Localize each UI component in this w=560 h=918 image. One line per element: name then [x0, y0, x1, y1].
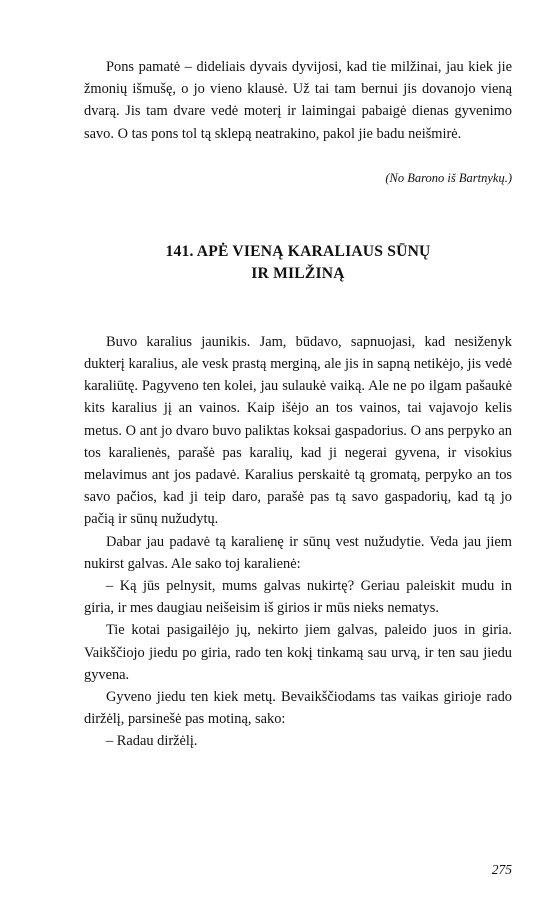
- story-paragraph: Buvo karalius jaunikis. Jam, būdavo, sapnuojasi, kad nesiženyk dukterį karalius, ale vesk prastą merginą, ale jis in sapną netikėjo, jis vedė karaliūtę. Pagyveno ten kolei, jau sulaukė vaiką. Ale ne po ilgam pašaukė kits karalius jį an vainos. Kaip išėjo an tos vainos, tai vajavojo kelis metus. O ant jo dvaro buvo paliktas koksai gaspadorius. O ans perpyko an tos karalienės, parašė pas karalių, kad ji negerai gyvena, ir visokius melavimus ant jos padavė. Karalius perskaitė tą gromatą, perpyko an tos savo pačios, kad ji teip daro, parašė pas tą savo gaspadorių, kad tą jo pačią ir sūnų nužudytų.: [84, 333, 512, 528]
- story-heading: [84, 241, 512, 285]
- story-heading-line-2: IR MILŽINĄ: [251, 264, 345, 282]
- story-paragraph: – Radau diržėlį.: [106, 733, 198, 750]
- story-body: [84, 331, 512, 753]
- story-paragraph: Tie kotai pasigailėjo jų, nekirto jiem galvas, paleido juos in giria. Vaikščiojo jiedu po giria, rado ten kokį tinkamą sau urvą, ir ten sau jiedu gyvena.: [84, 622, 512, 683]
- page-number: 275: [491, 862, 512, 877]
- story-heading-line-1: 141. APĖ VIENĄ KARALIAUS SŪNŲ: [165, 242, 431, 260]
- intro-paragraph: Pons pamatė – dideliais dyvais dyvijosi, kad tie milžinai, jau kiek jie žmonių išmušę, o jo vieno klausė. Už tai tam bernui jis dovanojo vieną dvarą. Jis tam dvare vedė moterį ir laimingai pabaigė dienas gyvenimo savo. O tas pons tol tą sklepą neatrakino, pakol jie badu neišmirė.: [84, 59, 512, 142]
- book-page: [84, 56, 512, 753]
- story-paragraph: Dabar jau padavė tą karalienę ir sūnų vest nužudytie. Veda jau jiem nukirst galvas. Ale sako toj karalienė:: [84, 533, 512, 572]
- story-paragraph: – Ką jūs pelnysit, mums galvas nukirtę? Geriau paleiskit mudu in giria, ir mes daugiau neišeisim iš girios ir mūs nieks nematys.: [84, 578, 512, 617]
- source-citation: (No Barono iš Bartnykų.): [385, 170, 512, 185]
- story-paragraph: Gyveno jiedu ten kiek metų. Bevaikščiodams tas vaikas girioje rado diržėlį, parsinešė pas motiną, sako:: [84, 689, 512, 728]
